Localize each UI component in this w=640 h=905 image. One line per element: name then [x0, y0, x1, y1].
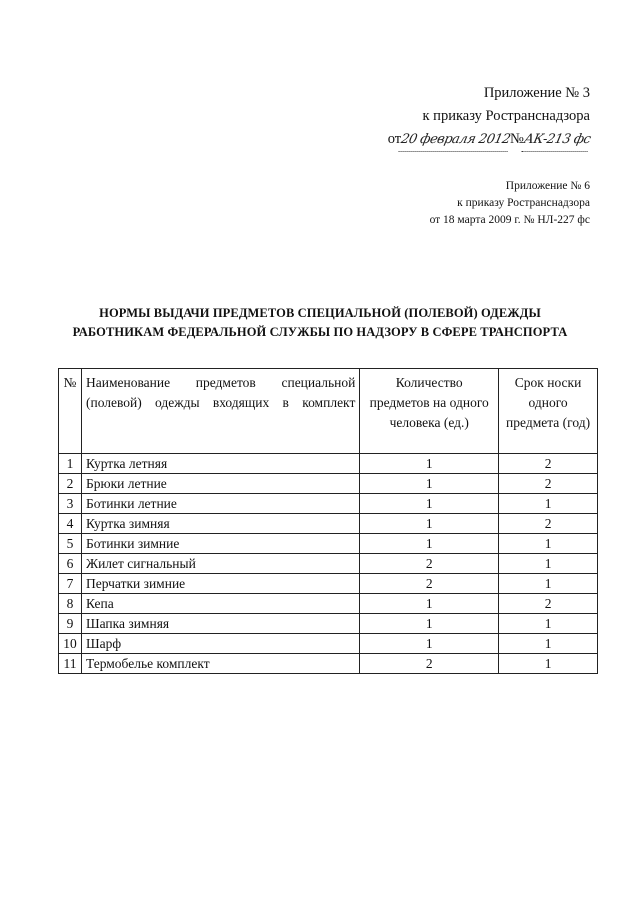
number-prefix: №: [509, 131, 524, 147]
table-row: [59, 594, 598, 614]
table-row: [59, 474, 598, 494]
title-line-1: НОРМЫ ВЫДАЧИ ПРЕДМЕТОВ СПЕЦИАЛЬНОЙ (ПОЛЕВОЙ) ОДЕЖДЫ: [99, 306, 541, 320]
row-wear-term: 1: [499, 554, 598, 574]
row-item-name: Перчатки зимние: [81, 574, 359, 594]
row-number: 11: [59, 654, 82, 674]
row-item-name: Жилет сигнальный: [81, 554, 359, 574]
row-item-name: Ботинки зимние: [81, 534, 359, 554]
handwritten-date: 20 февраля 2012: [399, 128, 513, 152]
row-number: 3: [59, 494, 82, 514]
row-number: 8: [59, 594, 82, 614]
appendix-3-order-ref: к приказу Ространснадзора: [422, 108, 590, 124]
row-item-name: Шапка зимняя: [81, 614, 359, 634]
row-quantity: 1: [360, 594, 499, 614]
table-row: [59, 534, 598, 554]
row-quantity: 1: [360, 474, 499, 494]
row-number: 6: [59, 554, 82, 574]
header-wear-term: Срок носки одного предмета (год): [499, 369, 598, 454]
row-item-name: Брюки летние: [81, 474, 359, 494]
row-item-name: Кепа: [81, 594, 359, 614]
row-wear-term: 2: [499, 594, 598, 614]
row-item-name: Ботинки летние: [81, 494, 359, 514]
row-wear-term: 1: [499, 494, 598, 514]
row-wear-term: 1: [499, 614, 598, 634]
row-number: 10: [59, 634, 82, 654]
table-row: [59, 634, 598, 654]
clothing-norms-table: [58, 368, 598, 674]
row-wear-term: 1: [499, 634, 598, 654]
table-row: [59, 494, 598, 514]
table-row: [59, 514, 598, 534]
table-row: [59, 654, 598, 674]
header-number: №: [59, 369, 82, 454]
table-header-row: [59, 369, 598, 454]
row-quantity: 1: [360, 634, 499, 654]
row-number: 9: [59, 614, 82, 634]
document-title: [40, 304, 600, 342]
from-prefix: от: [387, 131, 402, 147]
row-quantity: 1: [360, 614, 499, 634]
row-number: 1: [59, 454, 82, 474]
row-wear-term: 2: [499, 474, 598, 494]
row-number: 2: [59, 474, 82, 494]
row-number: 5: [59, 534, 82, 554]
row-number: 4: [59, 514, 82, 534]
appendix-3-date-line: [388, 128, 590, 152]
header-item-name: Наименование предметов специальной (полевой) одежды входящих в комплект: [81, 369, 359, 454]
appendix-3-header: [388, 82, 590, 152]
row-quantity: 1: [360, 534, 499, 554]
row-quantity: 1: [360, 514, 499, 534]
row-wear-term: 1: [499, 654, 598, 674]
header-quantity: Количество предметов на одного человека (ед.): [360, 369, 499, 454]
row-quantity: 1: [360, 494, 499, 514]
table-row: [59, 614, 598, 634]
appendix-6-label: Приложение № 6: [505, 180, 590, 192]
row-quantity: 2: [360, 554, 499, 574]
row-quantity: 1: [360, 454, 499, 474]
row-item-name: Куртка летняя: [81, 454, 359, 474]
row-wear-term: 1: [499, 534, 598, 554]
row-item-name: Куртка зимняя: [81, 514, 359, 534]
title-line-2: РАБОТНИКАМ ФЕДЕРАЛЬНОЙ СЛУЖБЫ ПО НАДЗОРУ В СФЕРЕ ТРАНСПОРТА: [72, 325, 568, 339]
row-quantity: 2: [360, 654, 499, 674]
row-wear-term: 1: [499, 574, 598, 594]
row-number: 7: [59, 574, 82, 594]
row-item-name: Шарф: [81, 634, 359, 654]
table-row: [59, 554, 598, 574]
row-item-name: Термобелье комплект: [81, 654, 359, 674]
appendix-6-date: от 18 марта 2009 г. № НЛ-227 фс: [429, 214, 590, 226]
row-wear-term: 2: [499, 514, 598, 534]
table-body: [59, 454, 598, 674]
row-quantity: 2: [360, 574, 499, 594]
appendix-3-label: Приложение № 3: [483, 85, 590, 101]
appendix-6-order-ref: к приказу Ространснадзора: [457, 197, 590, 209]
table-row: [59, 454, 598, 474]
table-row: [59, 574, 598, 594]
appendix-6-header: [430, 178, 590, 229]
row-wear-term: 2: [499, 454, 598, 474]
handwritten-number: АК-213 фс: [521, 128, 592, 152]
